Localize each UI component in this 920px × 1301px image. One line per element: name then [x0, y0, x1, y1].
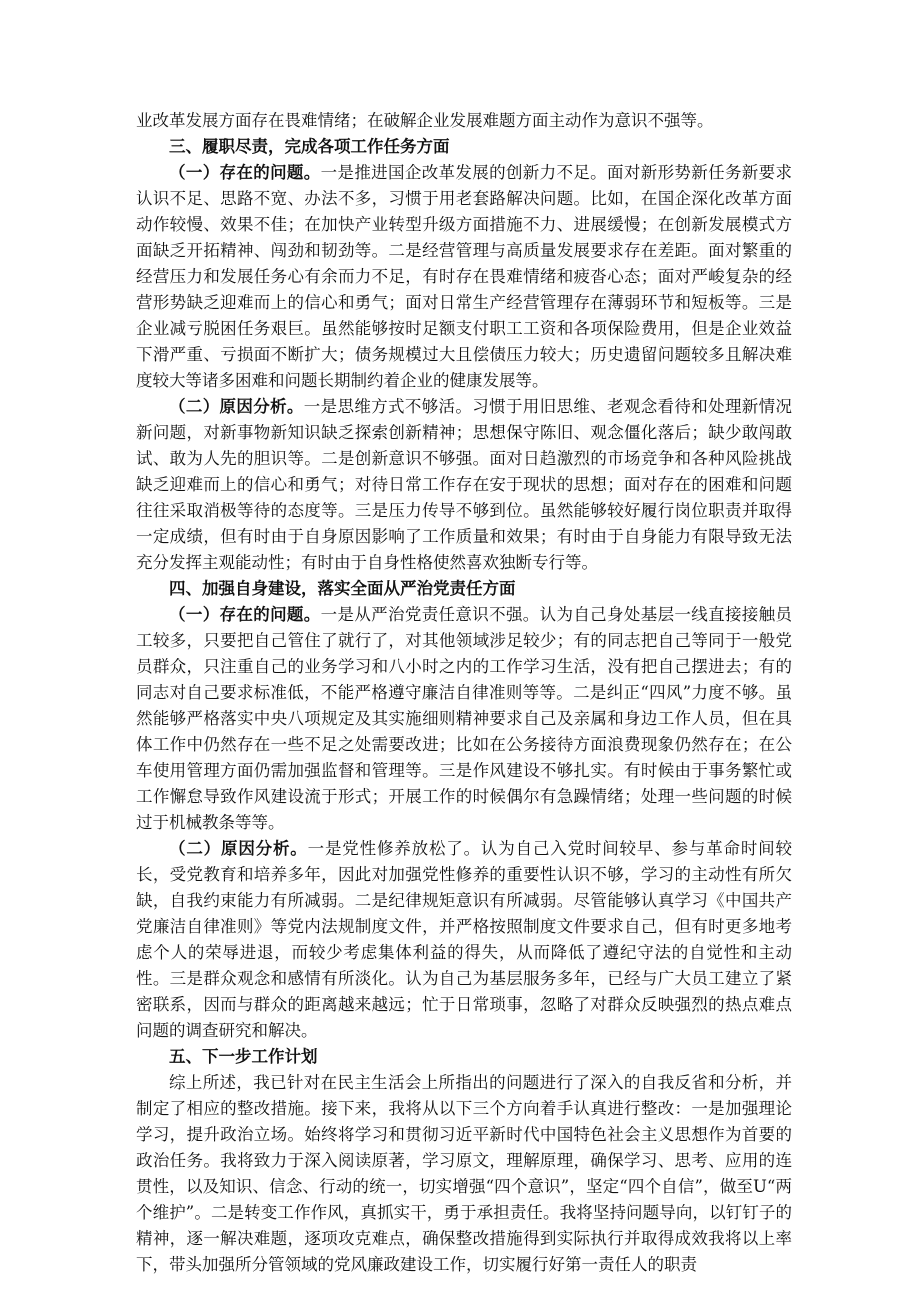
section-3-problems [136, 160, 792, 394]
subheading-label: （二）原因分析。 [169, 397, 304, 416]
section-heading-4: 四、加强自身建设，落实全面从严治党责任方面 [169, 579, 516, 598]
subheading-label: （一）存在的问题。 [169, 605, 321, 624]
paragraph-body: 一是从严治党责任意识不强。认为自己身处基层一线直接接触员工较多，只要把自己管住了就行了，对其他领域涉足较少；有的同志把自己等同于一般党员群众，只注重自己的业务学习和八小时之内的工作学习生活，没有把自己摆进去；有的同志对自己要求标准低，不能严格遵守廉洁自律准则等等。二是纠正“四风”力度不够。虽然能够严格落实中央八项规定及其实施细则精神要求自己及亲属和身边工作人员，但在具体工作中仍然存在一些不足之处需要改进；比如在公务接待方面浪费现象仍然存在；在公车使用管理方面仍需加强监督和管理等。三是作风建设不够扎实。有时候由于事务繁忙或工作懈怠导致作风建设流于形式；开展工作的时候偶尔有急躁情绪；处理一些问题的时候过于机械教条等等。 [136, 605, 793, 832]
section-heading-3: 三、履职尽责，完成各项工作任务方面 [169, 137, 450, 156]
subheading-label: （一）存在的问题。 [169, 163, 321, 182]
paragraph-body: 一是思维方式不够活。习惯于用旧思维、老观念看待和处理新情况新问题，对新事物新知识缺乏探索创新精神；思想保守陈旧、观念僵化落后；缺少敢闯敢试、敢为人先的胆识等。二是创新意识不够强。面对日趋激烈的市场竞争和各种风险挑战缺乏迎难而上的信心和勇气；对待日常工作存在安于现状的思想；面对存在的困难和问题往往采取消极等待的态度等。三是压力传导不够到位。虽然能够较好履行岗位职责并取得一定成绩，但有时由于自身原因影响了工作质量和效果；有时由于自身能力有限导致无法充分发挥主观能动性；有时由于自身性格使然喜欢独断专行等。 [136, 397, 793, 572]
paragraph-body: 一是推进国企改革发展的创新力不足。面对新形势新任务新要求认识不足、思路不宽、办法不多，习惯于用老套路解决问题。比如，在国企深化改革方面动作较慢、效果不佳；在加快产业转型升级方面措施不力、进展缓慢；在创新发展模式方面缺乏开拓精神、闯劲和韧劲等。二是经营管理与高质量发展要求存在差距。面对繁重的经营压力和发展任务心有余而力不足，有时存在畏难情绪和疲沓心态；面对严峻复杂的经营形势缺乏迎难而上的信心和勇气；面对日常生产经营管理存在薄弱环节和短板等。三是企业减亏脱困任务艰巨。虽然能够按时足额支付职工工资和各项保险费用，但是企业效益下滑严重、亏损面不断扩大；债务规模过大且偿债压力较大；历史遗留问题较多且解决难度较大等诸多困难和问题长期制约着企业的健康发展等。 [136, 163, 793, 390]
section-heading-5: 五、下一步工作计划 [169, 1047, 318, 1066]
subheading-label: （二）原因分析。 [169, 839, 308, 858]
section-3-causes [136, 394, 792, 576]
section-4-problems [136, 602, 792, 836]
paragraph-body: 一是党性修养放松了。认为自己入党时间较早、参与革命时间较长，受党教育和培养多年，因此对加强党性修养的重要性认识不够，学习的主动性有所欠缺，自我约束能力有所减弱。二是纪律规矩意识有所减弱。尽管能够认真学习《中国共产党廉洁自律准则》等党内法规制度文件，并严格按照制度文件要求自己，但有时更多地考虑个人的荣辱进退，而较少考虑集体利益的得失，从而降低了遵纪守法的自觉性和主动性。三是群众观念和感情有所淡化。认为自己为基层服务多年，已经与广大员工建立了紧密联系，因而与群众的距离越来越远；忙于日常琐事，忽略了对群众反映强烈的热点难点问题的调查研究和解决。 [136, 839, 793, 1040]
section-4-causes [136, 836, 792, 1044]
section-5-plan: 综上所述，我已针对在民主生活会上所指出的问题进行了深入的自我反省和分析，并制定了相应的整改措施。接下来，我将从以下三个方向着手认真进行整改：一是加强理论学习，提升政治立场。始终将学习和贯彻习近平新时代中国特色社会主义思想作为首要的政治任务。我将致力于深入阅读原著，学习原文，理解原理，确保学习、思考、应用的连贯性，以及知识、信念、行动的统一，切实增强“四个意识”，坚定“四个自信”，做至U“两个维护”。二是转变工作作风，真抓实干，勇于承担责任。我将坚持问题导向，以钉钉子的精神，逐一解决难题，逐项攻克难点，确保整改措施得到实际执行并取得成效我将以上率下，带头加强所分管领域的党风廉政建设工作，切实履行好第一责任人的职责 [136, 1073, 792, 1274]
paragraph-continuation: 业改革发展方面存在畏难情绪；在破解企业发展难题方面主动作为意识不强等。 [136, 111, 714, 130]
